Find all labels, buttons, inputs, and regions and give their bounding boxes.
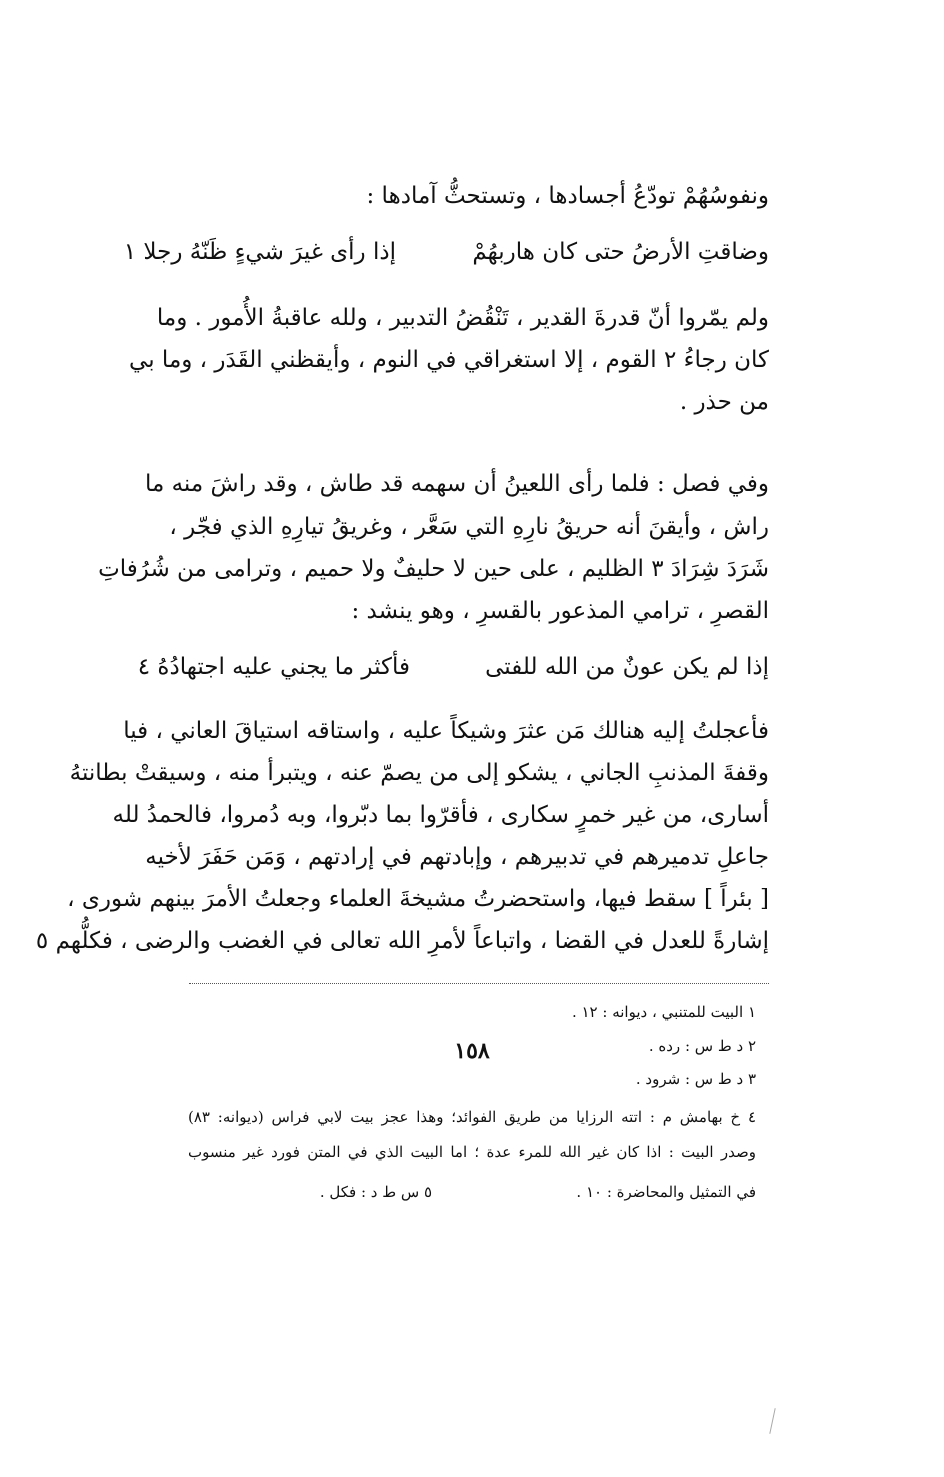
verse2-first-hemistich: إذا لم يكن عونٌ من الله للفتى xyxy=(485,654,769,680)
footnote-1: ١ البيت للمتنبي ، ديوانه : ١٢ . xyxy=(571,1003,756,1021)
paragraph-1-line-1: ولم يمّروا أنّ قدرةَ القدير ، تَنْقُضُ التدبير ، ولله عاقبةُ الأُمور . وما xyxy=(156,305,769,331)
verse2-second-hemistich: فأكثر ما يجني عليه اجتهادُهُ ٤ xyxy=(137,654,410,680)
footnote-2: ٢ د ط س : رده . xyxy=(648,1037,756,1055)
verse1-first-hemistich: وضاقتِ الأرضُ حتى كان هاربهُمْ xyxy=(472,239,769,265)
paragraph-3-line-4: جاعلِ تدميرهم في تدبيرهم ، وإبادتهم في إرادتهم ، وَمَن حَفَرَ لأخيه xyxy=(145,844,769,870)
paragraph-3-line-2: وقفةَ المذنبِ الجاني ، يشكو إلى من يصمّ عنه ، ويتبرأ منه ، وسيقتْ بطانتهُ xyxy=(69,760,769,786)
footnote-3: ٣ د ط س : شرود . xyxy=(635,1070,756,1088)
paragraph-3-line-5: [ بئراً ] سقط فيها، واستحضرتُ مشيخةَ العلماء وجعلتُ الأمرَ بينهم شورى ، xyxy=(67,886,769,912)
scan-mark xyxy=(769,1408,775,1434)
paragraph-2-line-2: راش ، وأيقنَ أنه حريقُ نارِهِ التي سَعَّر ، وغريقُ تيارِهِ الذي فجّر ، xyxy=(169,514,769,540)
paragraph-1-line-3: من حذر . xyxy=(679,389,769,415)
footnote-separator xyxy=(189,983,769,984)
paragraph-1-line-2: كان رجاءُ ٢ القوم ، إلا استغراقي في النوم ، وأيقظني القَدَر ، وما بي xyxy=(129,347,769,373)
paragraph-3-line-3: أساری، من غير خمرٍ سكاری ، فأقرّوا بما دبّروا، وبه دُمروا، فالحمدُ لله xyxy=(112,802,769,828)
verse1-second-hemistich: إذا رأى غيرَ شيءٍ ظَنّهُ رجلا ١ xyxy=(123,239,396,265)
intro-line: ونفوسُهُمْ تودّعُ أجسادها ، وتستحثُّ آمادها : xyxy=(366,183,769,209)
paragraph-3-line-6: إشارةً للعدل في القضا ، واتباعاً لأمرِ الله تعالى في الغضب والرضى ، فكلُّهم ٥ xyxy=(35,928,769,954)
footnote-4-line-3: في التمثيل والمحاضرة : ١٠ . xyxy=(576,1183,756,1201)
footnote-4-line-1: ٤ خ بهامش م : اتته الرزايا من طريق الفوائد؛ وهذا عجز بيت لابي فراس (ديوانه: ٨٣) xyxy=(188,1108,756,1126)
paragraph-2-line-1: وفي فصل : فلما رأى اللعينُ أن سهمه قد طاش ، وقد راشَ منه ما xyxy=(144,471,769,497)
page-number: ١٥٨ xyxy=(454,1038,490,1064)
paragraph-2-line-3: شَرَدَ شِرَادَ ٣ الظليم ، على حين لا حليفٌ ولا حميم ، وترامى من شُرُفاتِ xyxy=(98,556,769,582)
footnote-4-line-2: وصدر البيت : اذا كان غير الله للمرء عدة ؛ اما البيت الذي في المتن فورد غير منسوب xyxy=(188,1143,756,1161)
footnote-5: ٥ س ط د : فكل . xyxy=(319,1183,432,1201)
paragraph-2-line-4: القصرِ ، ترامي المذعور بالقسرِ ، وهو ينشد : xyxy=(351,598,769,624)
paragraph-3-line-1: فأعجلتُ إليه هنالك مَن عثرَ وشيكاً عليه ، واستاقه استياقَ العاني ، فيا xyxy=(123,718,769,744)
